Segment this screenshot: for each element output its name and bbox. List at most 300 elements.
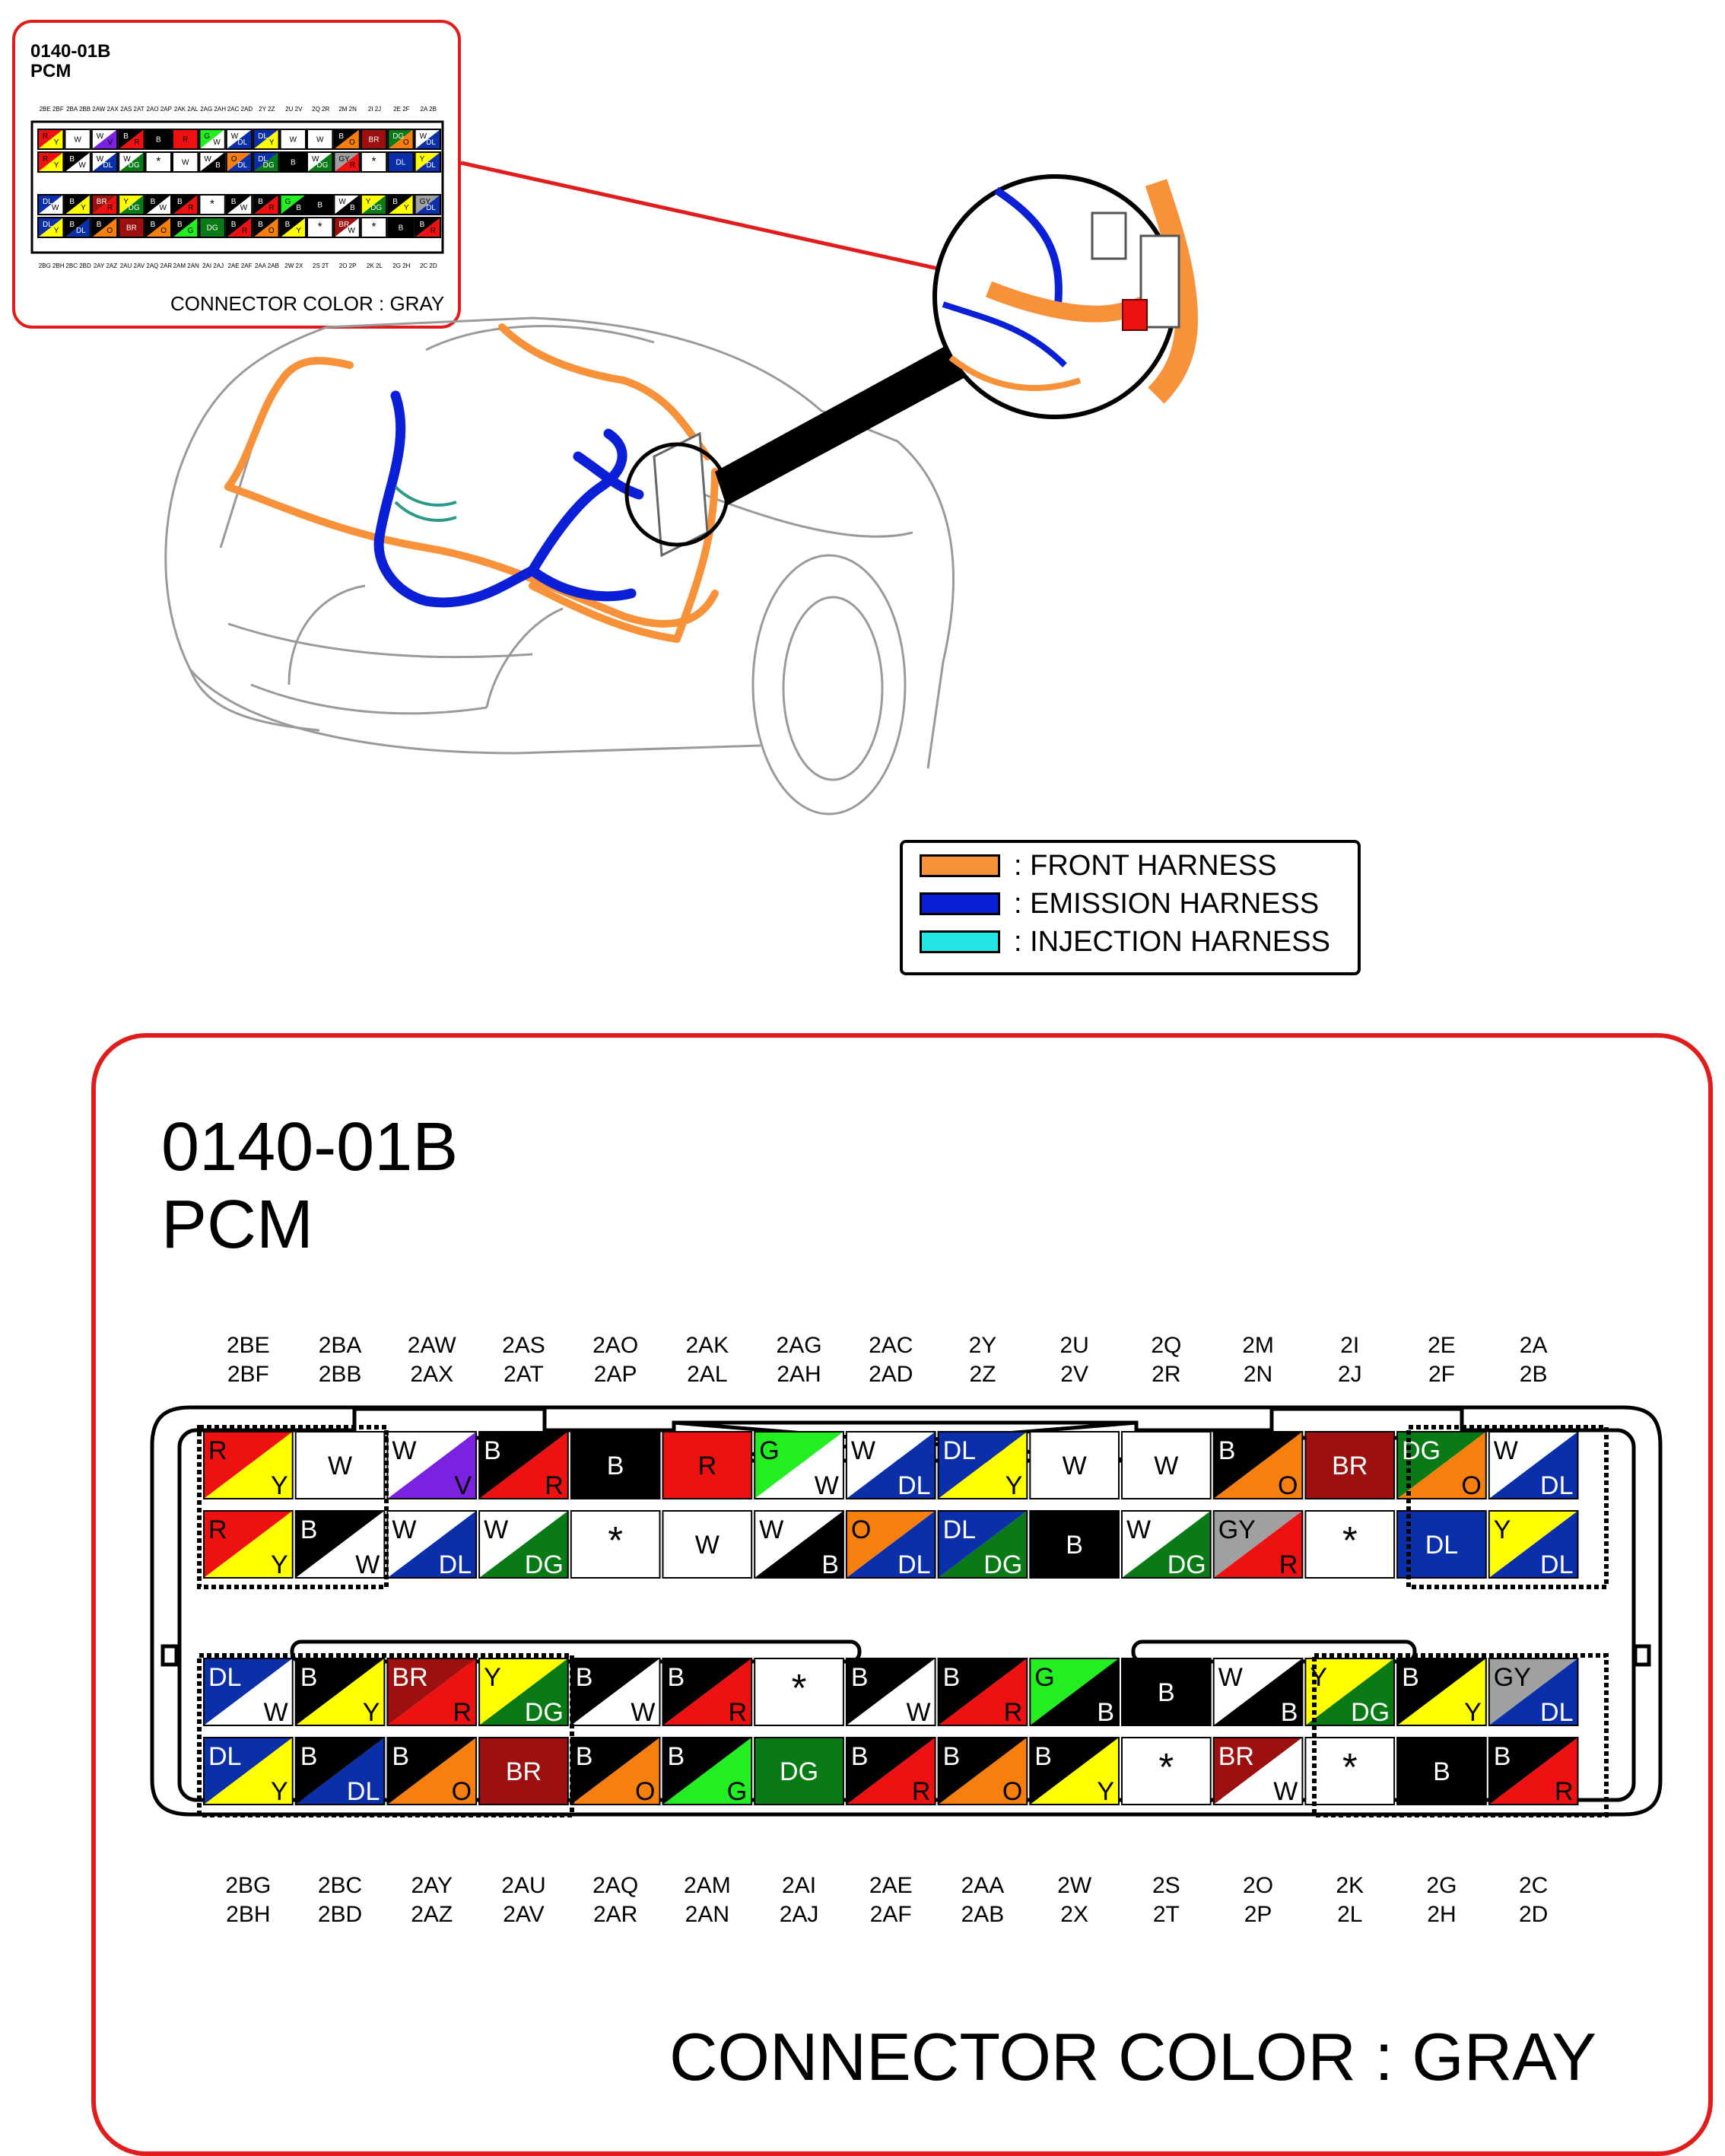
pin-cell: [204, 1738, 293, 1806]
legend-item-front: [920, 851, 1277, 881]
pin-stripe-primary: B: [177, 198, 183, 206]
pin-color-label: BR: [368, 135, 380, 145]
pin-stripe-primary: W: [1493, 1436, 1518, 1465]
pin-stripe-secondary: B: [1280, 1698, 1298, 1727]
pin-stripe-secondary: Y: [271, 1550, 288, 1579]
pin-stripe-primary: B: [575, 1663, 593, 1692]
pin-stripe-primary: B: [96, 221, 102, 229]
pin-stripe-primary: B: [300, 1663, 318, 1692]
pin-stripe-primary: B: [300, 1515, 318, 1544]
legend-label-emission: : EMISSION HARNESS: [1014, 888, 1320, 920]
thumb-pin-number: 2BE 2BF: [39, 106, 64, 113]
pin-stripe-secondary: Y: [53, 161, 59, 170]
pin-stripe-primary: W: [1126, 1515, 1152, 1544]
pin-stripe-secondary: DL: [346, 1777, 380, 1806]
thumb-pin-number: 2BC 2BD: [65, 262, 91, 269]
pin-number-top: 2Q: [1151, 1333, 1182, 1358]
thumb-pin-number: 2U 2V: [285, 106, 303, 113]
pin-stripe-secondary: DG: [128, 204, 140, 212]
pin-number-bottom: 2BG: [225, 1873, 272, 1898]
pin-stripe-secondary: DL: [426, 161, 436, 170]
pin-stripe-secondary: R: [188, 204, 194, 212]
pin-cell: [387, 1511, 476, 1579]
pin-stripe-secondary: Y: [53, 227, 59, 235]
legend-label-injection: : INJECTION HARNESS: [1014, 926, 1330, 958]
pin-stripe-secondary: W: [348, 227, 355, 235]
pin-stripe-primary: W: [204, 155, 211, 164]
pin-stripe-secondary: R: [1554, 1777, 1574, 1806]
inset-connector-name: PCM: [30, 61, 71, 81]
pin-stripe-secondary: R: [1279, 1550, 1298, 1579]
pin-stripe-secondary: W: [1273, 1777, 1298, 1806]
pin-stripe-primary: Y: [419, 155, 425, 164]
injection-harness: [396, 487, 456, 520]
pin-stripe-secondary: Y: [271, 1777, 288, 1806]
pin-color-label: W: [74, 135, 81, 145]
pin-stripe-secondary: DL: [897, 1471, 931, 1500]
pin-number-top: 2BF: [227, 1362, 269, 1387]
pin-number-bottom: 2AN: [685, 1902, 730, 1927]
pin-cell: [571, 1658, 660, 1727]
pin-number-top: 2M: [1242, 1333, 1274, 1358]
pin-stripe-primary: B: [392, 198, 398, 206]
pin-cell: [1214, 1738, 1303, 1806]
thumb-pin-number: 2G 2H: [392, 262, 411, 269]
pin-stripe-primary: O: [850, 1515, 872, 1544]
pin-cell: [387, 1738, 476, 1806]
pin-stripe-primary: G: [759, 1436, 780, 1465]
pin-stripe-secondary: DG: [128, 161, 140, 170]
pin-number-top: 2R: [1152, 1362, 1181, 1387]
pin-color-label: *: [1158, 1745, 1174, 1789]
pin-cell: [847, 1511, 936, 1579]
pin-stripe-secondary: Y: [1005, 1471, 1023, 1500]
pin-stripe-primary: W: [96, 155, 104, 164]
thumb-pin-number: 2AS 2AT: [120, 106, 145, 113]
pin-stripe-secondary: DL: [103, 161, 113, 170]
thumb-pin-number: 2AY 2AZ: [93, 262, 118, 269]
pin-stripe-primary: B: [123, 132, 129, 141]
pin-number-bottom: 2AI: [782, 1873, 817, 1898]
pcm-box: [654, 434, 707, 555]
pin-stripe-secondary: B: [350, 204, 355, 212]
pin-stripe-secondary: O: [349, 138, 355, 147]
pin-cell: [571, 1432, 660, 1499]
thumb-pin-number: 2BG 2BH: [38, 262, 65, 269]
pin-number-bottom: 2BC: [317, 1873, 363, 1898]
pin-cell: [847, 1738, 936, 1806]
pin-stripe-primary: B: [300, 1742, 318, 1771]
pin-stripe-primary: B: [1034, 1742, 1052, 1771]
thumb-pin-number: 2AO 2AP: [146, 106, 172, 113]
pin-stripe-primary: B: [69, 155, 75, 164]
pin-stripe-primary: W: [850, 1436, 875, 1465]
thumb-pin-number: 2AI 2AJ: [202, 262, 224, 269]
pin-stripe-primary: B: [284, 221, 291, 229]
pin-cell: [571, 1738, 660, 1806]
pin-stripe-primary: GY: [1493, 1663, 1531, 1692]
pin-color-label: *: [210, 197, 215, 211]
pin-color-label: DL: [396, 158, 406, 167]
pin-number-top: 2AX: [410, 1362, 454, 1387]
pin-cell: [1397, 1658, 1486, 1727]
pin-number-top: 2Y: [968, 1333, 997, 1358]
pin-color-label: W: [316, 135, 324, 145]
pin-color-label: BR: [505, 1757, 542, 1787]
pin-stripe-secondary: R: [134, 138, 140, 147]
pin-stripe-primary: B: [258, 198, 263, 206]
pin-cell: [754, 1658, 843, 1725]
pin-number-bottom: 2AF: [869, 1902, 912, 1927]
pin-stripe-primary: DL: [942, 1436, 977, 1465]
pin-number-bottom: 2H: [1427, 1902, 1457, 1927]
pin-stripe-secondary: DG: [524, 1698, 564, 1727]
pin-number-bottom: 2AU: [501, 1873, 546, 1898]
pin-stripe-secondary: R: [241, 227, 248, 235]
thumb-pin-number: 2K 2L: [367, 262, 383, 269]
pin-cell: [296, 1658, 385, 1727]
pin-stripe-primary: B: [667, 1663, 685, 1692]
pin-color-label: DG: [780, 1757, 819, 1787]
pin-number-bottom: 2K: [1336, 1873, 1364, 1898]
pin-number-bottom: 2AM: [684, 1873, 731, 1898]
pin-stripe-primary: Y: [1493, 1515, 1511, 1544]
pin-cell: [1214, 1432, 1303, 1500]
pin-stripe-primary: B: [69, 198, 75, 206]
pin-stripe-secondary: DG: [1167, 1550, 1206, 1579]
pin-stripe-secondary: R: [728, 1698, 748, 1727]
pin-cell: [204, 1432, 293, 1500]
pin-stripe-primary: B: [484, 1436, 501, 1465]
pin-number-top: 2N: [1243, 1362, 1273, 1387]
pin-stripe-secondary: V: [454, 1471, 472, 1500]
pin-stripe-secondary: R: [268, 204, 275, 212]
pin-stripe-primary: B: [69, 221, 75, 229]
pin-number-bottom: 2S: [1152, 1873, 1180, 1898]
pin-stripe-primary: W: [759, 1515, 784, 1544]
pin-color-label: B: [155, 135, 161, 145]
pin-number-top: 2AC: [869, 1333, 913, 1358]
pin-stripe-secondary: R: [1003, 1698, 1023, 1727]
pin-stripe-secondary: R: [106, 204, 113, 212]
pin-stripe-secondary: B: [215, 161, 221, 170]
pin-cell: [847, 1658, 936, 1727]
pin-stripe-secondary: W: [631, 1698, 656, 1727]
pin-cell: [1489, 1738, 1578, 1806]
pin-cell: [1030, 1658, 1119, 1727]
pin-color-label: *: [791, 1666, 807, 1710]
pin-color-label: W: [1062, 1452, 1087, 1481]
pin-number-top: 2BA: [318, 1333, 362, 1358]
pin-stripe-secondary: Y: [403, 204, 409, 212]
pin-stripe-secondary: G: [187, 227, 194, 235]
pin-stripe-primary: W: [484, 1515, 509, 1544]
pin-stripe-primary: DL: [43, 221, 52, 229]
connector-name: PCM: [161, 1187, 313, 1263]
pin-number-bottom: 2BH: [226, 1902, 271, 1927]
pin-cell: [571, 1511, 660, 1578]
pin-number-top: 2B: [1519, 1362, 1548, 1387]
pin-color-label: BR: [125, 224, 137, 233]
pin-cell: [754, 1738, 843, 1805]
pin-stripe-secondary: DL: [237, 138, 248, 147]
pin-stripe-secondary: DL: [438, 1550, 472, 1579]
pin-number-top: 2BE: [226, 1333, 270, 1358]
pin-cell: [1214, 1511, 1303, 1579]
pin-stripe-primary: W: [392, 1436, 417, 1465]
pin-stripe-primary: B: [150, 198, 156, 206]
pin-stripe-primary: B: [258, 221, 263, 229]
pin-cell: [754, 1432, 843, 1500]
pin-stripe-secondary: O: [635, 1777, 656, 1806]
thumb-pin-number: 2AA 2AB: [254, 262, 279, 269]
car-outline: [166, 318, 954, 814]
pin-stripe-primary: Y: [365, 198, 371, 206]
pin-stripe-secondary: O: [1277, 1471, 1298, 1500]
pin-stripe-primary: W: [123, 155, 131, 164]
pin-number-bottom: 2T: [1152, 1902, 1180, 1927]
pin-color-label: W: [181, 158, 189, 167]
pin-cell: [754, 1511, 843, 1579]
pin-stripe-secondary: DL: [1540, 1471, 1574, 1500]
pin-color-label: *: [317, 220, 322, 234]
thumb-pin-number: 2AC 2AD: [227, 106, 253, 113]
pin-stripe-primary: B: [150, 221, 156, 229]
pin-stripe-secondary: DG: [262, 161, 275, 170]
pin-stripe-secondary: W: [814, 1471, 839, 1500]
pin-stripe-secondary: DL: [897, 1550, 931, 1579]
pin-number-bottom: 2L: [1337, 1902, 1363, 1927]
pin-cell: [663, 1511, 752, 1578]
pin-stripe-primary: B: [667, 1742, 685, 1771]
pin-stripe-primary: W: [230, 132, 239, 141]
pin-cell: [1122, 1658, 1211, 1725]
pin-stripe-primary: Y: [484, 1663, 501, 1692]
pin-number-bottom: 2X: [1060, 1902, 1089, 1927]
pin-color-label: B: [1066, 1531, 1083, 1560]
pin-stripe-primary: GY: [419, 198, 431, 206]
pin-stripe-primary: R: [43, 132, 49, 141]
pin-color-label: *: [1342, 1518, 1358, 1563]
pin-stripe-primary: B: [230, 198, 237, 206]
pin-number-top: 2U: [1059, 1333, 1089, 1358]
pin-stripe-secondary: W: [263, 1698, 288, 1727]
pin-number-top: 2F: [1428, 1362, 1455, 1387]
pin-stripe-primary: G: [204, 132, 211, 141]
pin-color-label: W: [289, 135, 297, 145]
pin-stripe-secondary: Y: [81, 204, 86, 212]
pin-cell: [479, 1511, 568, 1579]
pin-stripe-primary: Y: [1310, 1663, 1328, 1692]
pin-stripe-primary: R: [208, 1515, 227, 1544]
pin-stripe-secondary: V: [107, 138, 113, 147]
detail-circle: [935, 176, 1187, 417]
pin-color-label: B: [398, 224, 404, 233]
pin-color-label: BR: [1332, 1452, 1368, 1481]
thumb-pin-number: 2Y 2Z: [259, 106, 275, 113]
pin-stripe-secondary: W: [906, 1698, 931, 1727]
pin-stripe-secondary: G: [726, 1777, 748, 1806]
pin-stripe-secondary: W: [355, 1550, 380, 1579]
pin-cell: [1030, 1432, 1119, 1499]
pin-stripe-secondary: DG: [983, 1550, 1023, 1579]
pin-stripe-secondary: W: [213, 138, 221, 147]
pin-stripe-secondary: O: [1461, 1471, 1482, 1500]
pin-cell: [939, 1738, 1028, 1806]
pin-stripe-secondary: DL: [1540, 1698, 1574, 1727]
pin-cell: [1305, 1738, 1394, 1805]
legend-item-injection: [920, 927, 1330, 957]
pin-stripe-secondary: Y: [362, 1698, 380, 1727]
pin-number-bottom: 2AQ: [592, 1873, 639, 1898]
pin-number-top: 2AT: [504, 1362, 544, 1387]
inset-connector-color: CONNECTOR COLOR : GRAY: [170, 292, 445, 315]
pin-cell: [387, 1432, 476, 1500]
pin-stripe-primary: R: [208, 1436, 227, 1465]
pin-cell: [1122, 1432, 1211, 1499]
pin-stripe-primary: DL: [942, 1515, 977, 1544]
pin-stripe-secondary: Y: [1464, 1698, 1482, 1727]
thumb-pin-number: 2AG 2AH: [200, 106, 226, 113]
pin-stripe-primary: BR: [96, 198, 107, 206]
thumb-pin-number: 2AW 2AX: [92, 106, 119, 113]
connector-color-label: CONNECTOR COLOR : GRAY: [669, 2019, 1597, 2094]
pin-stripe-primary: B: [392, 1742, 410, 1771]
pin-stripe-secondary: Y: [1097, 1777, 1114, 1806]
pin-color-label: R: [697, 1452, 717, 1481]
pin-stripe-primary: Y: [123, 198, 129, 206]
thumb-pin-number: 2M 2N: [338, 106, 357, 113]
pin-number-bottom: 2AZ: [411, 1902, 453, 1927]
thumb-pin-number: 2O 2P: [338, 262, 357, 269]
pin-color-label: B: [1433, 1757, 1450, 1787]
pin-cell: [479, 1658, 568, 1727]
pin-stripe-primary: B: [575, 1742, 593, 1771]
pin-stripe-primary: DL: [258, 132, 268, 141]
thumb-pin-number: 2AU 2AV: [119, 262, 145, 269]
pin-color-label: W: [328, 1452, 353, 1481]
pin-stripe-secondary: Y: [53, 138, 59, 147]
pin-cell: [1030, 1738, 1119, 1806]
pin-stripe-secondary: R: [453, 1698, 472, 1727]
pin-number-top: 2AP: [593, 1362, 637, 1387]
pin-stripe-secondary: Y: [271, 1471, 288, 1500]
pin-cell: [1122, 1738, 1211, 1805]
pin-stripe-primary: B: [1493, 1742, 1511, 1771]
pin-color-label: DG: [206, 224, 218, 233]
pin-cell: [1489, 1511, 1578, 1579]
pin-stripe-primary: G: [284, 198, 291, 206]
pin-color-label: DL: [1425, 1531, 1459, 1560]
pin-number-top: 2A: [1519, 1333, 1548, 1358]
pin-cell: [479, 1432, 568, 1500]
pin-number-bottom: 2BD: [317, 1902, 363, 1927]
pin-stripe-primary: W: [312, 155, 319, 164]
pin-stripe-primary: B: [942, 1742, 961, 1771]
thumb-pin-number: 2Q 2R: [312, 106, 330, 113]
pin-cell: [1305, 1511, 1394, 1578]
thumb-pin-number: 2A 2B: [420, 106, 437, 113]
pin-stripe-secondary: W: [78, 161, 86, 170]
pin-cell: [847, 1432, 936, 1500]
pin-stripe-primary: DL: [258, 155, 268, 164]
pin-stripe-secondary: W: [240, 204, 248, 212]
pin-stripe-secondary: W: [51, 204, 59, 212]
pin-cell: [204, 1658, 293, 1727]
pin-color-label: W: [1154, 1452, 1179, 1481]
pin-cell: [296, 1511, 385, 1579]
thumb-pin-number: 2AK 2AL: [173, 106, 199, 113]
pin-cell: [663, 1432, 752, 1499]
thumb-pin-number: 2BA 2BB: [66, 106, 91, 113]
pin-number-top: 2E: [1428, 1333, 1456, 1358]
pin-stripe-primary: W: [392, 1515, 417, 1544]
pin-cell: [296, 1738, 385, 1806]
thumb-pin-number: 2C 2D: [419, 262, 437, 269]
pin-color-label: *: [608, 1518, 624, 1563]
pin-stripe-secondary: DG: [316, 161, 329, 170]
connector-face: [0, 1324, 1725, 1932]
pin-stripe-secondary: O: [402, 138, 409, 147]
thumb-pin-number: 2S 2T: [313, 262, 329, 269]
pin-stripe-secondary: DG: [1351, 1698, 1390, 1727]
inset-connector-code: 0140-01B: [30, 41, 111, 62]
pin-cell: [663, 1658, 752, 1727]
pin-cell: [1489, 1432, 1578, 1500]
pin-stripe-primary: BR: [1218, 1742, 1254, 1771]
pin-cell: [387, 1658, 476, 1727]
pin-stripe-secondary: R: [430, 227, 436, 235]
pin-number-bottom: 2O: [1243, 1873, 1274, 1898]
pin-cell: [204, 1511, 293, 1579]
pin-stripe-primary: DL: [43, 198, 52, 206]
pin-stripe-primary: B: [419, 221, 425, 229]
pin-cell: [1122, 1511, 1211, 1579]
pin-number-bottom: 2G: [1426, 1873, 1457, 1898]
pin-stripe-primary: B: [1402, 1663, 1419, 1692]
pin-stripe-secondary: R: [349, 161, 355, 170]
pin-cell: [296, 1432, 385, 1499]
pin-number-bottom: 2AA: [961, 1873, 1005, 1898]
pin-cell: [479, 1738, 568, 1805]
pin-stripe-secondary: R: [545, 1471, 564, 1500]
pin-stripe-primary: W: [419, 132, 427, 141]
pin-number-bottom: 2AR: [592, 1902, 638, 1927]
pin-stripe-primary: W: [1218, 1663, 1243, 1692]
pin-cell: [1397, 1738, 1486, 1805]
pin-stripe-primary: BR: [392, 1663, 428, 1692]
pin-number-top: 2V: [1060, 1362, 1089, 1387]
pin-number-top: 2AS: [502, 1333, 545, 1358]
pin-number-bottom: 2D: [1518, 1902, 1549, 1927]
pin-color-label: B: [290, 158, 296, 167]
front-harness: [228, 327, 715, 639]
pin-stripe-secondary: O: [1002, 1777, 1023, 1806]
legend-label-front: : FRONT HARNESS: [1014, 850, 1277, 882]
pin-stripe-secondary: O: [268, 227, 275, 235]
pin-number-top: 2J: [1337, 1362, 1362, 1387]
pin-color-label: R: [183, 135, 189, 145]
pin-color-label: *: [371, 220, 376, 234]
pin-number-bottom: 2AV: [503, 1902, 545, 1927]
thumb-pin-number: 2AM 2AN: [173, 262, 199, 269]
pin-number-bottom: 2AE: [869, 1873, 913, 1898]
pin-color-label: B: [606, 1452, 624, 1481]
pin-stripe-primary: R: [43, 155, 49, 164]
pin-number-top: 2AK: [685, 1333, 729, 1358]
pin-color-label: B: [317, 201, 323, 210]
pin-stripe-primary: B: [850, 1742, 869, 1771]
